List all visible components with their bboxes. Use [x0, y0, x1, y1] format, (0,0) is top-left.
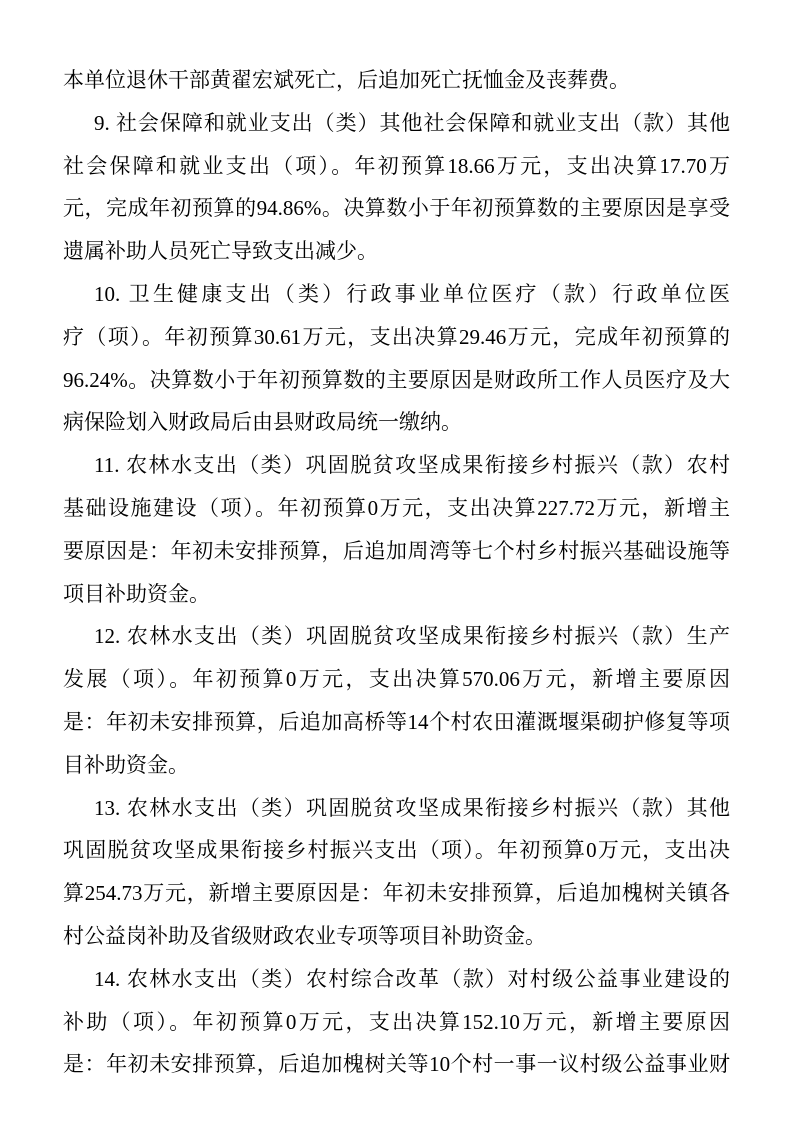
text-line: 11. 农林水支出（类）巩固脱贫攻坚成果衔接乡村振兴（款）农村 — [94, 453, 730, 478]
text-line: 是：年初未安排预算，后追加槐树关等10个村一事一议村级公益事业财 — [63, 1052, 730, 1077]
text-line: 疗（项）。年初预算30.61万元，支出决算29.46万元，完成年初预算的 — [63, 324, 730, 349]
text-line: 元，完成年初预算的94.86%。决算数小于年初预算数的主要原因是享受 — [63, 196, 730, 221]
text-line: 社会保障和就业支出（项）。年初预算18.66万元，支出决算17.70万 — [63, 153, 730, 178]
text-line: 病保险划入财政局后由县财政局统一缴纳。 — [63, 410, 462, 435]
text-line: 14. 农林水支出（类）农村综合改革（款）对村级公益事业建设的 — [94, 966, 730, 991]
text-line: 9. 社会保障和就业支出（类）其他社会保障和就业支出（款）其他 — [94, 110, 730, 135]
text-line: 13. 农林水支出（类）巩固脱贫攻坚成果衔接乡村振兴（款）其他 — [94, 795, 730, 820]
text-line: 项目补助资金。 — [63, 581, 210, 606]
text-line: 96.24%。决算数小于年初预算数的主要原因是财政所工作人员医疗及大 — [63, 367, 730, 392]
text-line: 12. 农林水支出（类）巩固脱贫攻坚成果衔接乡村振兴（款）生产 — [94, 624, 730, 649]
text-line: 补助（项）。年初预算0万元，支出决算152.10万元，新增主要原因 — [63, 1009, 730, 1034]
text-line: 村公益岗补助及省级财政农业专项等项目补助资金。 — [63, 923, 546, 948]
text-line: 目补助资金。 — [63, 752, 189, 777]
text-line: 遗属补助人员死亡导致支出减少。 — [63, 239, 378, 264]
text-line: 本单位退休干部黄翟宏斌死亡，后追加死亡抚恤金及丧葬费。 — [63, 68, 630, 92]
text-line: 要原因是：年初未安排预算，后追加周湾等七个村乡村振兴基础设施等 — [63, 538, 730, 563]
text-line: 发展（项）。年初预算0万元，支出决算570.06万元，新增主要原因 — [63, 667, 730, 692]
text-line: 算254.73万元，新增主要原因是：年初未安排预算，后追加槐树关镇各 — [63, 881, 730, 906]
text-line: 基础设施建设（项）。年初预算0万元，支出决算227.72万元，新增主 — [63, 495, 730, 520]
text-line: 是：年初未安排预算，后追加高桥等14个村农田灌溉堰渠砌护修复等项 — [63, 709, 730, 734]
text-line: 巩固脱贫攻坚成果衔接乡村振兴支出（项）。年初预算0万元，支出决 — [63, 838, 730, 863]
document-text — [63, 59, 730, 1086]
text-line: 10. 卫生健康支出（类）行政事业单位医疗（款）行政单位医 — [94, 281, 730, 306]
